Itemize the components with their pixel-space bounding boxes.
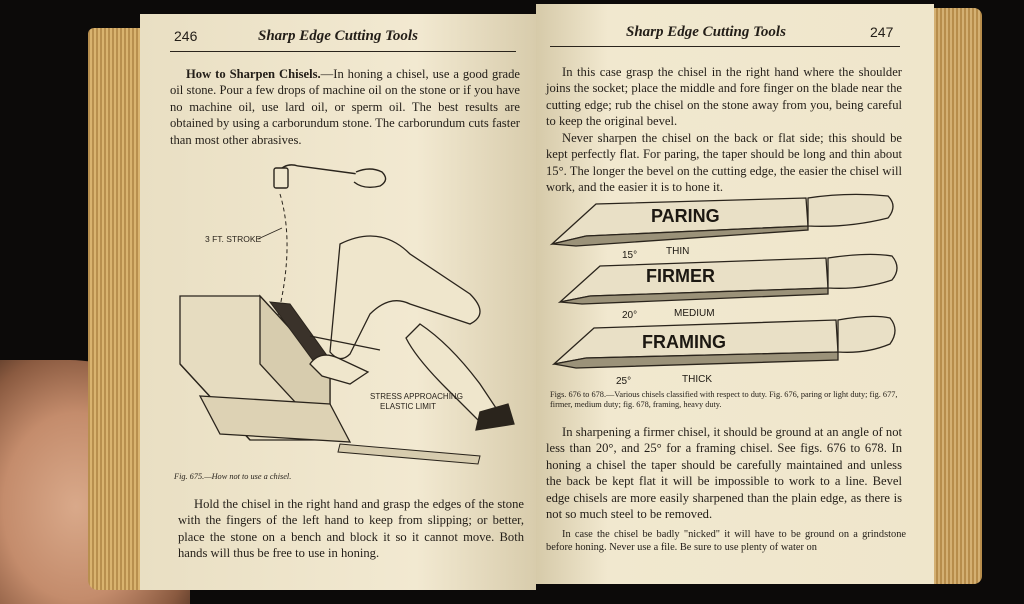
running-head: Sharp Edge Cutting Tools [626,24,786,40]
chisel-angle-paring: 15° [622,250,638,261]
section-title: How to Sharpen Chisels. [186,67,321,81]
chisel-name-firmer: FIRMER [646,266,715,286]
stress-label-1: STRESS APPROACHING [370,392,463,401]
intro-text: —In honing a chisel, use a good grade oil stone. Pour a few drops of machine oil on the stone or if you have no machine oil, use lard oil, or sperm oil. The best results are obtained by using a carborundum stone. The carborundum cuts faster than most other abrasives. [170,67,520,147]
figure-675-illustration [160,154,520,479]
chisel-thickness-paring: THIN [666,246,690,257]
chisel-angle-framing: 25° [616,376,632,387]
left-page [140,14,536,590]
paragraph-1: In this case grasp the chisel in the right hand where the shoulder joins the socket; place the middle and fore finger on the blade near the cutting edge; rub the chisel on the stone away from you, being careful to keep the original bevel. [546,65,902,129]
chisel-name-paring: PARING [651,206,720,226]
page-number: 246 [174,28,198,44]
chisel-name-framing: FRAMING [642,332,726,352]
paragraph-3: In sharpening a firmer chisel, it should be ground at an angle of not less than 20°, and 25° for a framing chisel. See figs. 676 to 678. In honing a chisel the taper should be carefully maintained and unless the back be kept flat it will be impossible to work to a line. Bevel edge chisels are more easily sharpened than the plain edge, as there is not so much steel to be removed. [546,425,902,522]
page-edges-right [930,8,982,584]
chisel-thickness-framing: THICK [682,374,712,385]
bottom-paragraph: Hold the chisel in the right hand and grasp the edges of the stone with the fingers of the left hand to keep from slipping; or better, place the stone on a bench and block it so it cannot move. Both hands will thus be free to use in honing. [178,497,524,561]
header-rule [550,46,900,47]
header-rule [170,51,516,52]
chisel-angle-firmer: 20° [622,310,638,321]
page-edges-left [88,28,146,590]
hammer-drawing [274,165,386,188]
chisel-firmer-drawing [560,254,897,304]
page-number: 247 [870,24,894,40]
stress-label-2: ELASTIC LIMIT [380,402,437,411]
right-page [536,4,934,584]
figure-675-caption: Fig. 675.—How not to use a chisel. [174,472,292,481]
paragraph-2: Never sharpen the chisel on the back or flat side; this should be kept perfectly flat. For paring, the taper should be long and thin about 15°. The longer the bevel on the cutting edge, the easier the chisel will work, and the easier it is to hone it. [546,131,902,195]
chisels-figure [546,192,902,388]
stroke-label: 3 FT. STROKE [205,234,262,244]
intro-paragraph [170,66,520,148]
chisel-thickness-firmer: MEDIUM [674,308,715,319]
figures-676-678-caption: Figs. 676 to 678.—Various chisels classified with respect to duty. Fig. 676, paring or light duty; fig. 677, firmer, medium duty; fig. 678, framing, heavy duty. [550,390,898,409]
running-head: Sharp Edge Cutting Tools [258,28,418,44]
floor-board-drawing [338,444,480,464]
chisel-paring-drawing [552,194,893,246]
small-text: In case the chisel be badly "nicked" it will have to be ground on a grindstone before honing. Never use a file. Be sure to use plenty of water on [546,529,906,553]
